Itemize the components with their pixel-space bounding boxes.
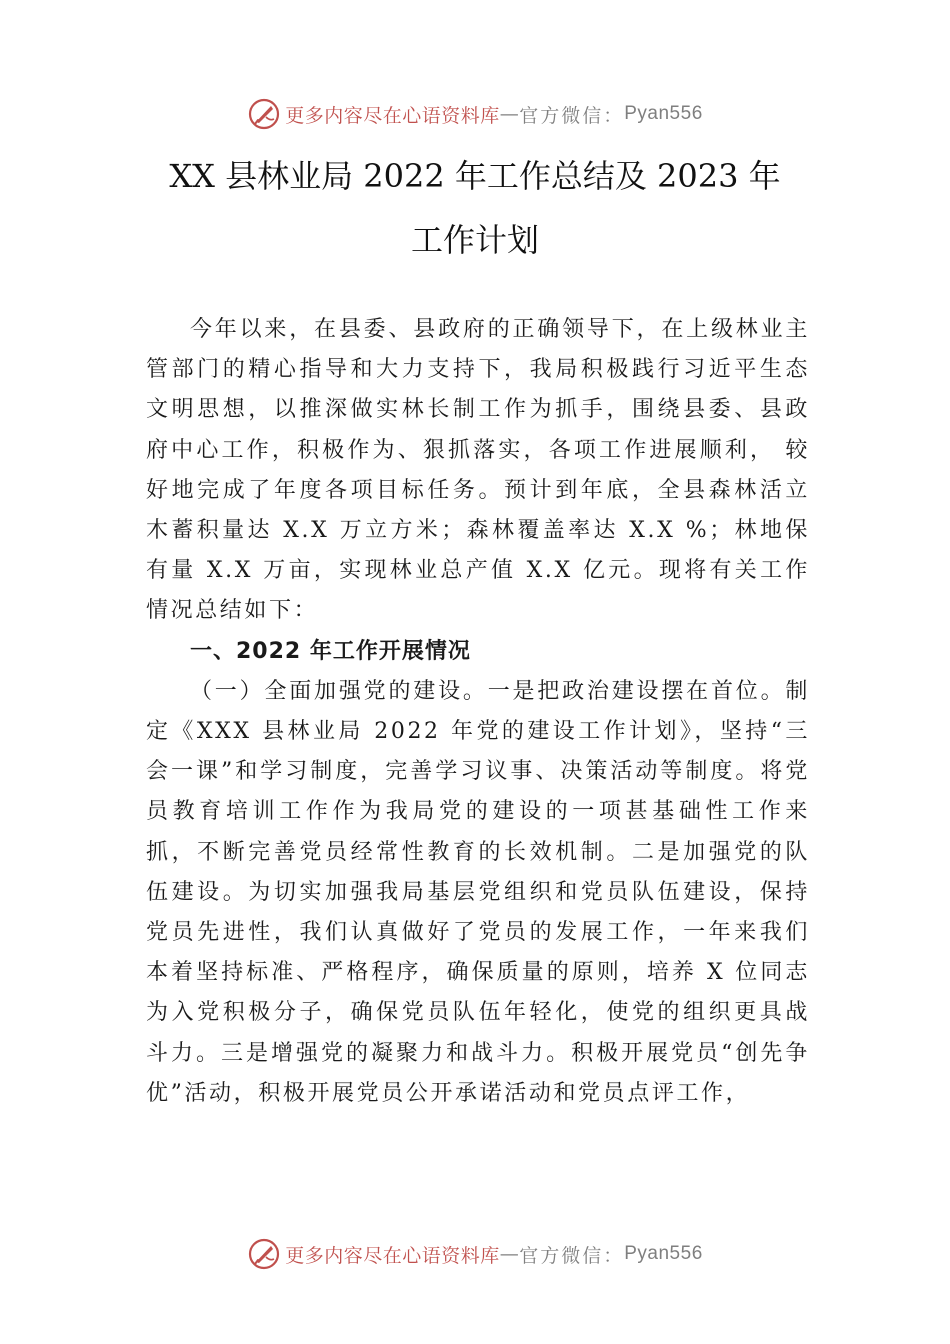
section-heading-1: 一、2022 年工作开展情况 (190, 638, 471, 664)
banner-dash: — (499, 1243, 520, 1265)
footer-banner (0, 1234, 950, 1274)
intro-paragraph: 今年以来，在县委、县政府的正确领导下，在上级林业主管部门的精心指导和大力支持下，我局积极践行习近平生态文明思想，以推深做实林长制工作为抓手，围绕县委、县政府中心工作，积极作为、狠抓落实，各项工作进展顺利， 较好地完成了年度各项目标任务。预计到年底，全县森林活立木蓄积量达 X.X 万立方米；森林覆盖率达 X.X %；林地保有量 X.X 万亩，实现林业总产值 X.X 亿元。现将有关工作情况总结如下： (146, 317, 810, 624)
banner-wechat-id: Pyan556 (624, 103, 703, 124)
quill-logo-icon (247, 97, 281, 131)
quill-logo-icon (247, 1237, 281, 1271)
document-body (146, 310, 810, 1114)
banner-dash: — (499, 103, 520, 125)
header-banner (0, 94, 950, 134)
document-title-line2: 工作计划 (410, 221, 539, 259)
section1-paragraph-1: （一）全面加强党的建设。一是把政治建设摆在首位。制定《XXX 县林业局 2022 年党的建设工作计划》，坚持“三会一课”和学习制度，完善学习议事、决策活动等制度。将党员教育培训工作作为我局党的建设的一项甚基础性工作来抓，不断完善党员经常性教育的长效机制。二是加强党的队伍建设。为切实加强我局基层党组织和党员队伍建设，保持党员先进性，我们认真做好了党员的发展工作，一年来我们本着坚持标准、严格程序，确保质量的原则，培养 X 位同志为入党积极分子，确保党员队伍年轻化，使党的组织更具战斗力。三是增强党的凝聚力和战斗力。积极开展党员“创先争优”活动，积极开展党员公开承诺活动和党员点评工作， (146, 678, 810, 1106)
banner-site-name: 更多内容尽在心语资料库 (285, 1244, 500, 1267)
banner-wechat-label: 官方微信： (519, 104, 625, 127)
banner-site-name: 更多内容尽在心语资料库 (285, 104, 500, 127)
banner-wechat-id: Pyan556 (624, 1243, 703, 1264)
document-title-line1: XX 县林业局 2022 年工作总结及 2023 年 (169, 157, 781, 195)
banner-wechat-label: 官方微信： (519, 1244, 625, 1267)
